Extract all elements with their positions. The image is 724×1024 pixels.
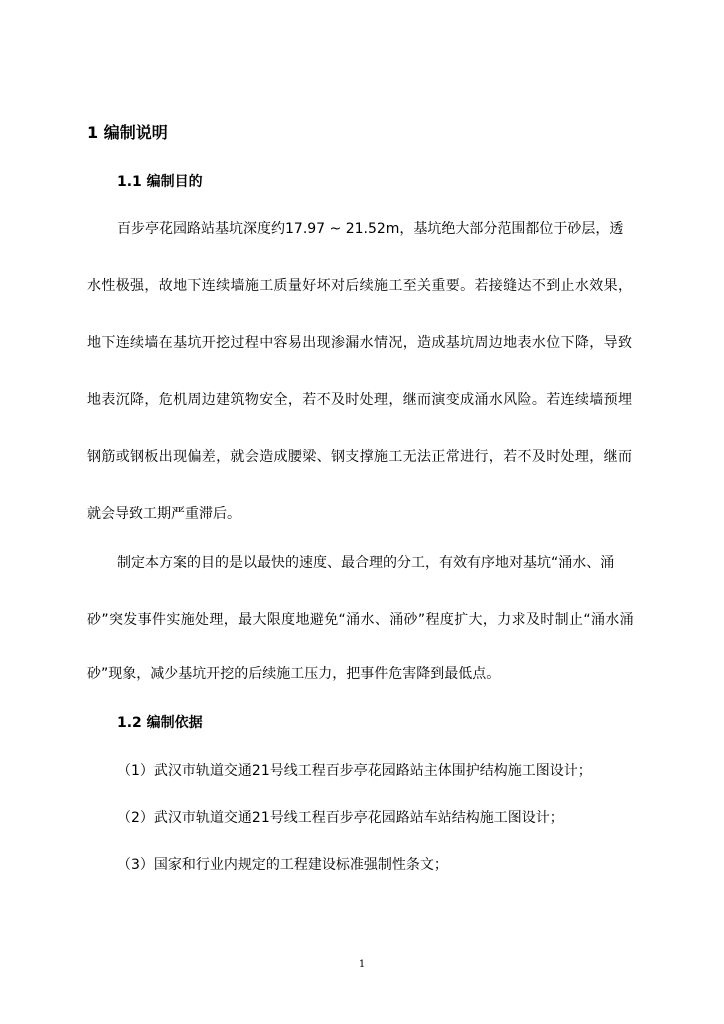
section-heading-1: 1 编制说明 [87,123,168,142]
paragraph-line: 砂”突发事件实施处理，最大限度地避免“涌水、涌砂”程度扩大，力求及时制止“涌水涌 [87,612,635,628]
list-item: （2）武汉市轨道交通21号线工程百步亭花园路站车站结构施工图设计； [117,810,564,826]
paragraph-line: 制定本方案的目的是以最快的速度、最合理的分工，有效有序地对基坑“涌水、涌 [117,555,615,571]
paragraph-line: 钢筋或钢板出现偏差，就会造成腰梁、钢支撑施工无法正常进行，若不及时处理，继而 [87,449,633,465]
paragraph-line: 水性极强，故地下连续墙施工质量好坏对后续施工至关重要。若接缝达不到止水效果， [87,278,633,294]
paragraph-line: 地下连续墙在基坑开挖过程中容易出现渗漏水情况，造成基坑周边地表水位下降，导致 [87,335,633,351]
list-item: （1）武汉市轨道交通21号线工程百步亭花园路站主体围护结构施工图设计； [117,763,592,779]
section-heading-1-2: 1.2 编制依据 [117,715,203,731]
page-number: 1 [358,959,366,970]
paragraph-line: 百步亭花园路站基坑深度约17.97 ~ 21.52m，基坑绝大部分范围都位于砂层，透 [117,221,624,237]
paragraph-line: 砂”现象，减少基坑开挖的后续施工压力，把事件危害降到最低点。 [87,666,501,682]
section-heading-1-1: 1.1 编制目的 [117,174,203,190]
paragraph-line: 地表沉降，危机周边建筑物安全，若不及时处理，继而演变成涌水风险。若连续墙预埋 [87,392,633,408]
paragraph-line: 就会导致工期严重滞后。 [87,506,241,522]
list-item: （3）国家和行业内规定的工程建设标准强制性条文； [117,857,448,873]
